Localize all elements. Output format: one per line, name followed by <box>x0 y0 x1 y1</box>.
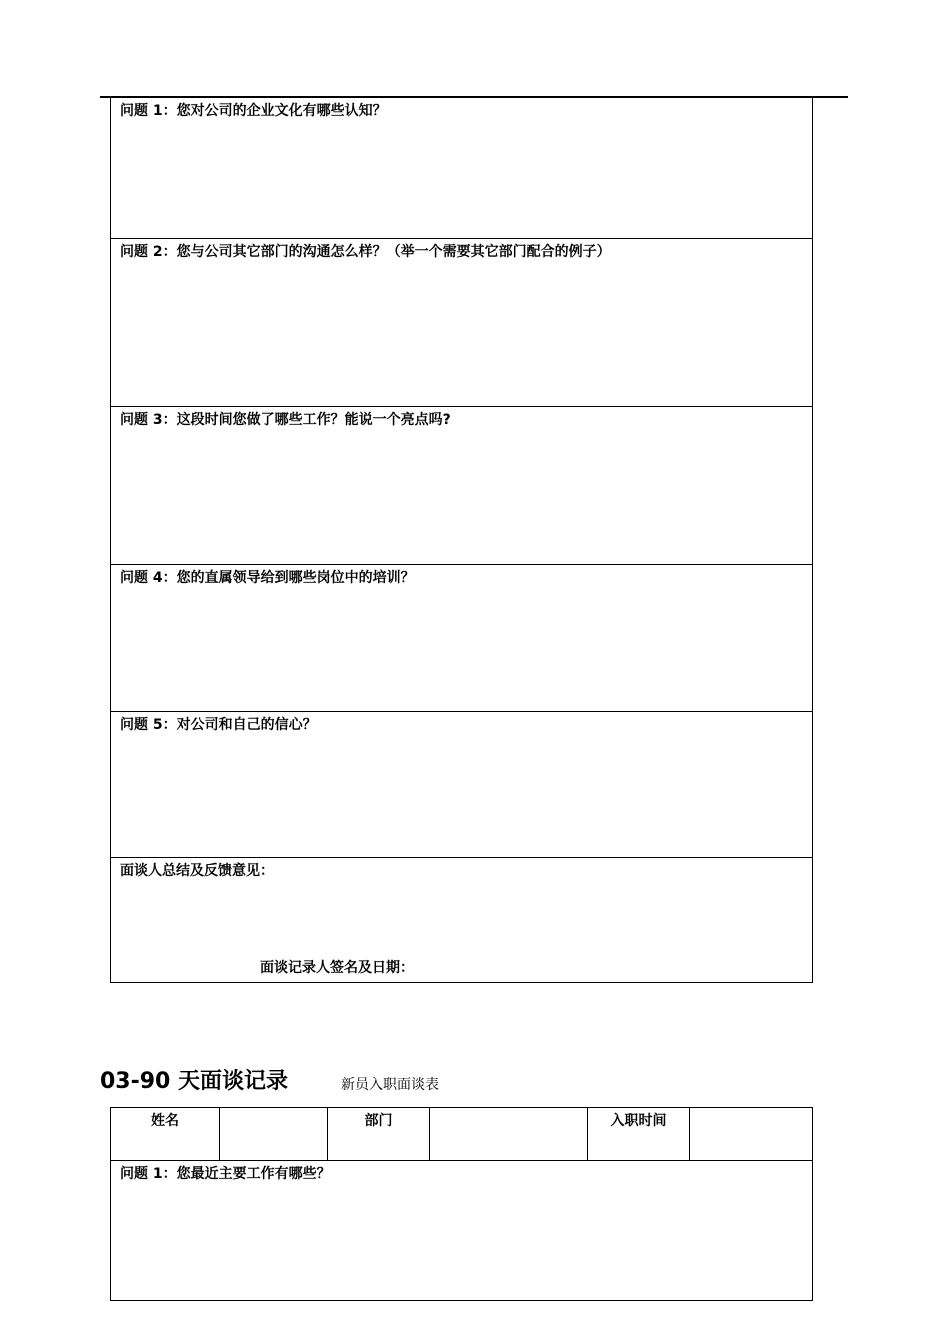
employee-info-row <box>111 1108 812 1161</box>
lower-question-label-1: 问题 1：您最近主要工作有哪些？ <box>120 1166 331 1182</box>
question-row-3 <box>111 407 812 565</box>
question-row-2 <box>111 239 812 407</box>
section-subtitle: 新员入职面谈表 <box>341 1077 439 1093</box>
question-label-3: 问题 3：这段时间您做了哪些工作？能说一个亮点吗? <box>120 412 451 428</box>
name-label: 姓名 <box>111 1108 220 1160</box>
hire-date-label: 入职时间 <box>588 1108 690 1160</box>
department-label: 部门 <box>328 1108 430 1160</box>
question-label-1: 问题 1：您对公司的企业文化有哪些认知？ <box>120 103 387 119</box>
interview-form-lower <box>110 1107 813 1301</box>
question-label-4: 问题 4：您的直属领导给到哪些岗位中的培训？ <box>120 570 415 586</box>
interview-form-upper <box>110 97 813 983</box>
hire-date-value[interactable] <box>690 1108 812 1160</box>
name-value[interactable] <box>220 1108 328 1160</box>
section-title: 03-90 天面谈记录 <box>100 1069 289 1094</box>
question-row-5 <box>111 712 812 858</box>
signature-label: 面谈记录人签名及日期： <box>260 960 414 976</box>
summary-label: 面谈人总结及反馈意见： <box>120 863 274 879</box>
question-row-4 <box>111 565 812 712</box>
department-value[interactable] <box>430 1108 588 1160</box>
question-label-2: 问题 2：您与公司其它部门的沟通怎么样？（举一个需要其它部门配合的例子） <box>120 244 611 260</box>
question-row-1 <box>111 98 812 239</box>
summary-row <box>111 858 812 982</box>
lower-question-row-1 <box>111 1161 812 1300</box>
question-label-5: 问题 5：对公司和自己的信心？ <box>120 717 317 733</box>
